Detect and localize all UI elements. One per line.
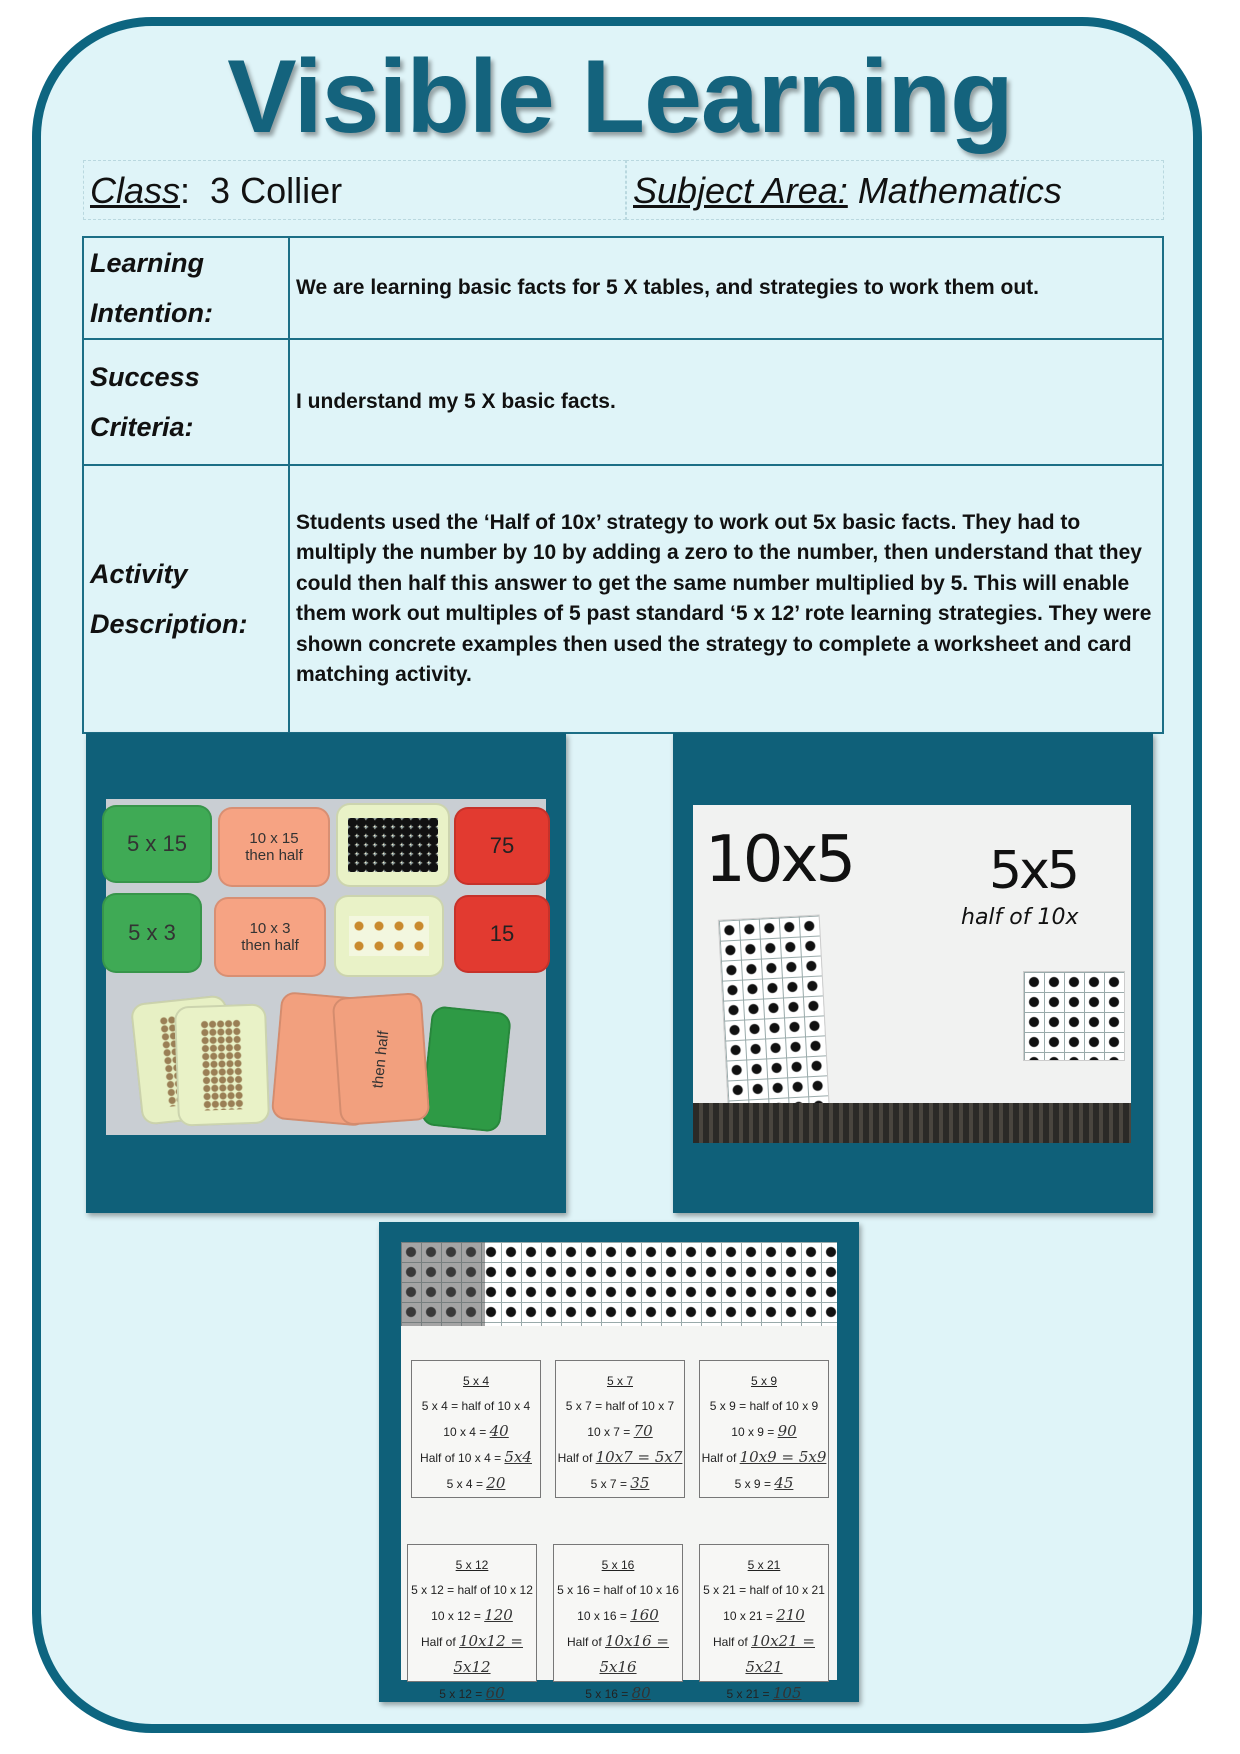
worksheet-problem (411, 1360, 541, 1498)
card-pile (174, 1003, 270, 1126)
problem-line: 10 x 12 = 120 (431, 1606, 513, 1624)
problem-heading: 5 x 4 (462, 1374, 489, 1388)
subject-field (626, 160, 1164, 220)
card: 5 x 15 (102, 805, 212, 883)
row-label: Learning Intention: (83, 237, 289, 339)
problem-line: 10 x 7 = 70 (587, 1422, 653, 1440)
class-field: Class: 3 Collier (83, 160, 626, 220)
problem-line: Half of 10 x 4 = 5x4 (420, 1448, 532, 1466)
problem-line: 5 x 16 = 80 (585, 1684, 651, 1702)
photo-card-matching (86, 733, 566, 1213)
problem-line: 5 x 9 = 45 (734, 1474, 794, 1492)
problem-line: 5 x 7 = half of 10 x 7 (565, 1399, 675, 1413)
problem-heading: 5 x 9 (750, 1374, 777, 1388)
problem-line: 10 x 21 = 210 (723, 1606, 805, 1624)
problem-line: 10 x 9 = 90 (731, 1422, 797, 1440)
class-value: 3 Collier (210, 170, 343, 211)
worksheet-image (401, 1242, 837, 1702)
subject-label: Subject Area: (633, 170, 848, 211)
problem-heading: 5 x 16 (601, 1558, 635, 1572)
card: 15 (454, 895, 550, 973)
problem-line: 10 x 16 = 160 (577, 1606, 659, 1624)
page-title: Visible Learning (227, 39, 1013, 155)
worksheet-problem (555, 1360, 685, 1498)
problem-line: Half of 10x9 = 5x9 (701, 1448, 827, 1466)
dot-array-icon (200, 1019, 243, 1110)
table-row (83, 339, 1163, 465)
problem-line: Half of 10x16 = 5x16 (566, 1632, 669, 1676)
card: 10 x 15 then half (218, 807, 330, 887)
worksheet-problem (699, 1360, 829, 1498)
subject-value: Mathematics (857, 170, 1062, 211)
problem-line: Half of 10x12 = 5x12 (420, 1632, 523, 1676)
dot-array-icon (1023, 971, 1125, 1061)
dot-array-icon (718, 914, 830, 1121)
card: 75 (454, 807, 550, 885)
worksheet-problem (699, 1544, 829, 1702)
dot-array-icon (348, 818, 438, 872)
carpet (693, 1103, 1131, 1143)
row-label: Activity Description: (83, 465, 289, 733)
shaded-area (401, 1242, 485, 1326)
problem-line: 5 x 4 = 20 (446, 1474, 506, 1492)
problem-line: Half of 10x21 = 5x21 (712, 1632, 815, 1676)
problem-line: Half of 10x7 = 5x7 (557, 1448, 683, 1466)
card: 10 x 3 then half (214, 897, 326, 977)
problem-line: 5 x 21 = 105 (726, 1684, 802, 1702)
problem-line: 5 x 12 = 60 (439, 1684, 505, 1702)
card: 5 x 3 (102, 893, 202, 973)
card (334, 895, 444, 977)
cards-image (106, 799, 546, 1135)
worksheet-problem (553, 1544, 683, 1702)
problem-line: 10 x 4 = 40 (443, 1422, 509, 1440)
photo-whiteboard (673, 733, 1153, 1213)
class-label: Class (90, 170, 181, 211)
problem-line: 5 x 21 = half of 10 x 21 (703, 1583, 825, 1597)
card-pile (420, 1005, 512, 1133)
problem-line: 5 x 7 = 35 (590, 1474, 650, 1492)
whiteboard-text: 10x5 (705, 823, 854, 897)
row-text: Students used the ‘Half of 10x’ strategy to work out 5x basic facts. They had to multiply the number by 10 by adding a zero to the number, then understand that they could then half this answer to get the same number multiplied by 5. This will enable them work out multiples of 5 past standard ‘5 x 12’ rote learning strategies. They were shown concrete examples then used the strategy to complete a worksheet and card matching activity. (289, 465, 1163, 733)
table-row (83, 237, 1163, 339)
whiteboard-text: 5x5 (989, 841, 1077, 901)
card (336, 803, 450, 887)
worksheet-problem (407, 1544, 537, 1702)
problem-line: 5 x 16 = half of 10 x 16 (557, 1583, 679, 1597)
table-row (83, 465, 1163, 733)
problem-line: 5 x 12 = half of 10 x 12 (411, 1583, 533, 1597)
learning-table (82, 236, 1164, 734)
whiteboard-note: half of 10x (961, 905, 1079, 930)
counters-icon (349, 916, 429, 956)
card-pile: then half (332, 992, 431, 1126)
problem-line: 5 x 4 = half of 10 x 4 (421, 1399, 531, 1413)
whiteboard-image (693, 805, 1131, 1141)
problem-heading: 5 x 12 (455, 1558, 489, 1572)
problem-heading: 5 x 7 (606, 1374, 633, 1388)
problem-line: 5 x 9 = half of 10 x 9 (709, 1399, 819, 1413)
row-label: Success Criteria: (83, 339, 289, 465)
photo-worksheet (379, 1222, 859, 1702)
row-text: We are learning basic facts for 5 X tables, and strategies to work them out. (289, 237, 1163, 339)
problem-heading: 5 x 21 (747, 1558, 781, 1572)
row-text: I understand my 5 X basic facts. (289, 339, 1163, 465)
